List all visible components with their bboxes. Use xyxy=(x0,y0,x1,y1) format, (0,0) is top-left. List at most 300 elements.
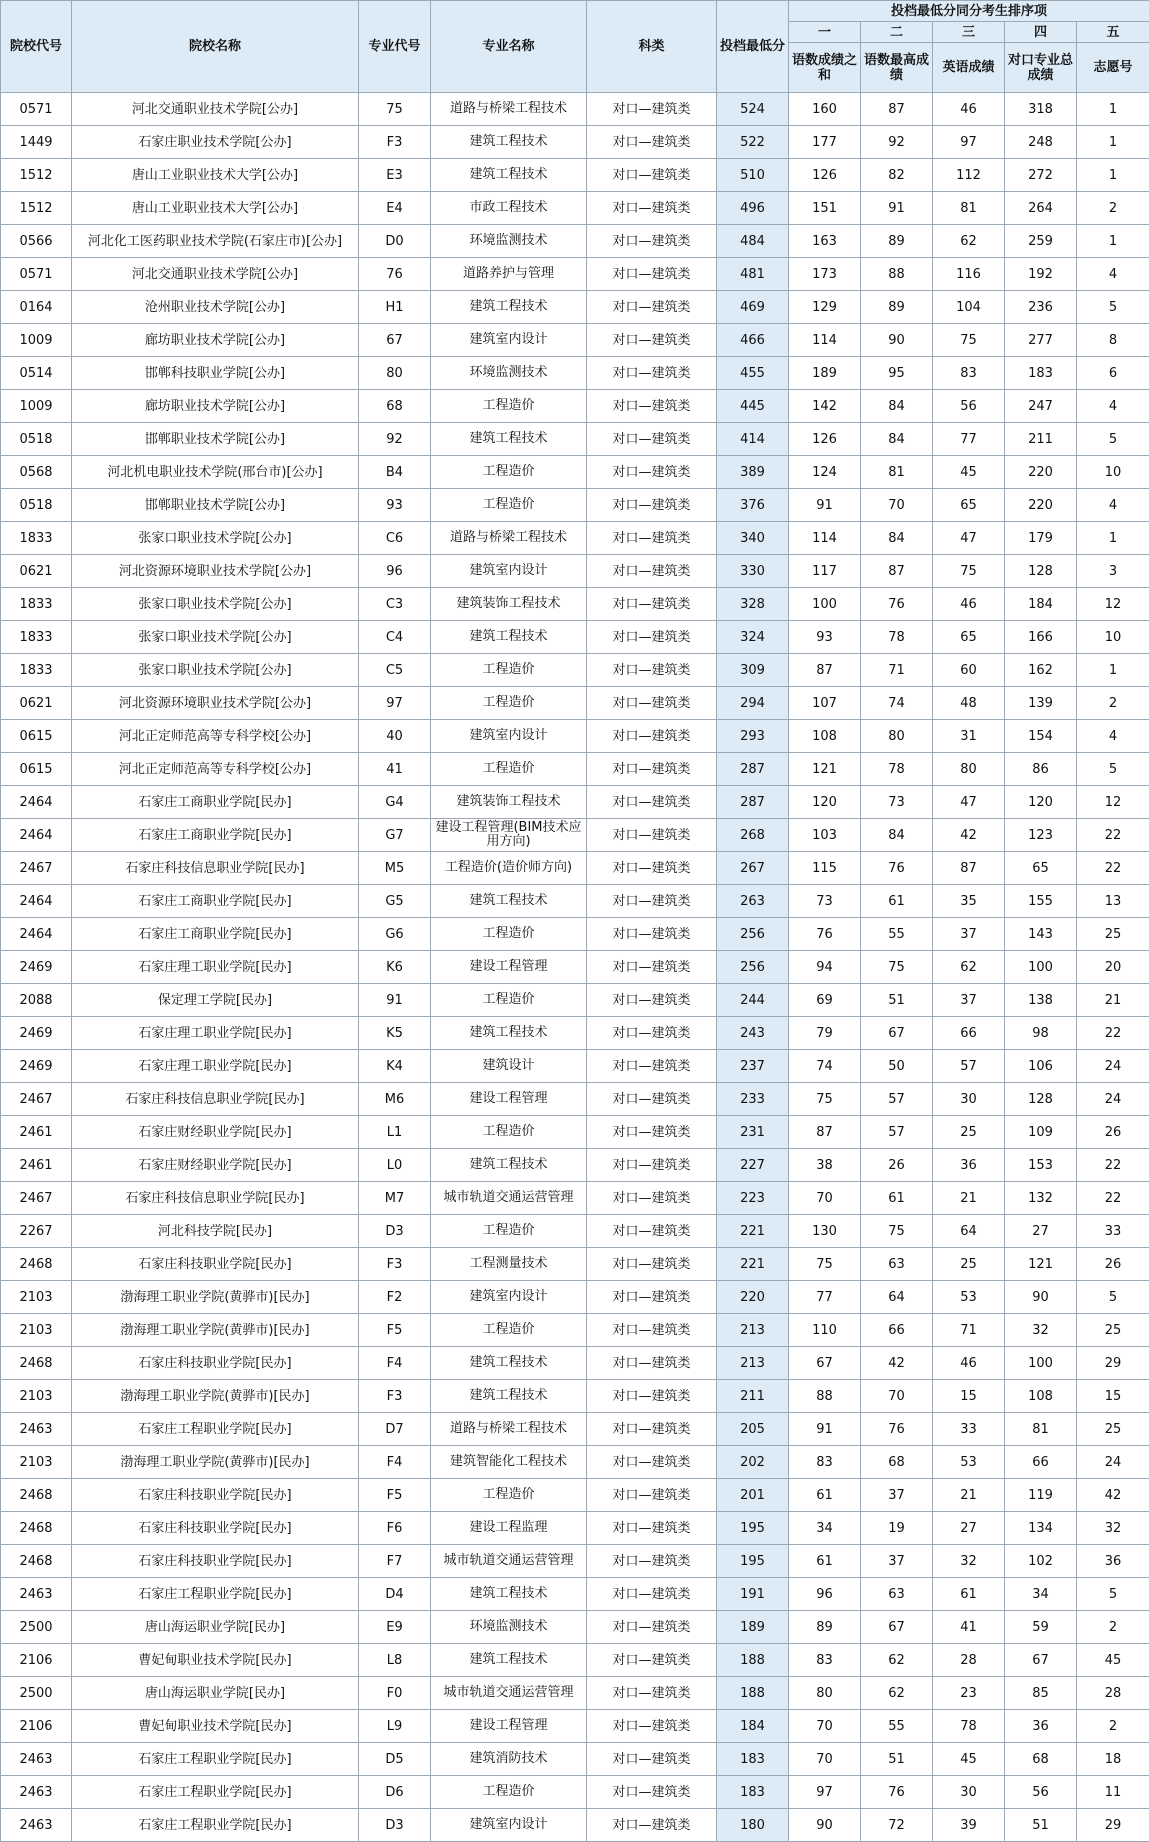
major-name-cell: 道路与桥梁工程技术 xyxy=(431,1413,587,1446)
min-score-cell: 220 xyxy=(717,1281,789,1314)
table-row xyxy=(1,423,1149,456)
major-name-cell: 建筑工程技术 xyxy=(431,1149,587,1182)
header-subject: 科类 xyxy=(587,1,717,93)
subject-cell: 对口—建筑类 xyxy=(587,93,717,126)
school-code-cell: 1449 xyxy=(1,126,72,159)
preference-no-cell: 4 xyxy=(1077,258,1149,291)
english-score-cell: 35 xyxy=(933,885,1005,918)
school-name-cell: 河北资源环境职业技术学院[公办] xyxy=(72,687,359,720)
english-score-cell: 31 xyxy=(933,720,1005,753)
major-name-cell: 建筑消防技术 xyxy=(431,1743,587,1776)
chinese-math-max-cell: 91 xyxy=(861,192,933,225)
chinese-math-max-cell: 84 xyxy=(861,423,933,456)
table-row xyxy=(1,1809,1149,1842)
english-score-cell: 37 xyxy=(933,918,1005,951)
vocational-total-cell: 128 xyxy=(1005,555,1077,588)
major-code-cell: C4 xyxy=(359,621,431,654)
major-code-cell: E9 xyxy=(359,1611,431,1644)
subject-cell: 对口—建筑类 xyxy=(587,1578,717,1611)
major-code-cell: L8 xyxy=(359,1644,431,1677)
chinese-math-sum-cell: 61 xyxy=(789,1479,861,1512)
table-row xyxy=(1,852,1149,885)
header-chinese-math-max: 语数最高成绩 xyxy=(861,43,933,93)
major-code-cell: D6 xyxy=(359,1776,431,1809)
preference-no-cell: 5 xyxy=(1077,1281,1149,1314)
school-code-cell: 2103 xyxy=(1,1446,72,1479)
header-school-code: 院校代号 xyxy=(1,1,72,93)
min-score-cell: 184 xyxy=(717,1710,789,1743)
vocational-total-cell: 85 xyxy=(1005,1677,1077,1710)
vocational-total-cell: 128 xyxy=(1005,1083,1077,1116)
chinese-math-max-cell: 81 xyxy=(861,456,933,489)
subject-cell: 对口—建筑类 xyxy=(587,621,717,654)
vocational-total-cell: 121 xyxy=(1005,1248,1077,1281)
min-score-cell: 211 xyxy=(717,1380,789,1413)
english-score-cell: 37 xyxy=(933,984,1005,1017)
preference-no-cell: 1 xyxy=(1077,159,1149,192)
preference-no-cell: 6 xyxy=(1077,357,1149,390)
header-min-score: 投档最低分 xyxy=(717,1,789,93)
major-name-cell: 城市轨道交通运营管理 xyxy=(431,1182,587,1215)
english-score-cell: 46 xyxy=(933,588,1005,621)
chinese-math-sum-cell: 61 xyxy=(789,1545,861,1578)
chinese-math-sum-cell: 126 xyxy=(789,423,861,456)
chinese-math-sum-cell: 115 xyxy=(789,852,861,885)
table-row xyxy=(1,984,1149,1017)
chinese-math-sum-cell: 151 xyxy=(789,192,861,225)
chinese-math-sum-cell: 75 xyxy=(789,1248,861,1281)
chinese-math-max-cell: 19 xyxy=(861,1512,933,1545)
preference-no-cell: 13 xyxy=(1077,885,1149,918)
min-score-cell: 268 xyxy=(717,819,789,852)
vocational-total-cell: 236 xyxy=(1005,291,1077,324)
major-code-cell: D0 xyxy=(359,225,431,258)
table-row xyxy=(1,1710,1149,1743)
table-row xyxy=(1,93,1149,126)
school-code-cell: 2464 xyxy=(1,918,72,951)
preference-no-cell: 22 xyxy=(1077,819,1149,852)
min-score-cell: 183 xyxy=(717,1743,789,1776)
chinese-math-max-cell: 74 xyxy=(861,687,933,720)
english-score-cell: 46 xyxy=(933,1347,1005,1380)
school-code-cell: 1512 xyxy=(1,159,72,192)
table-row xyxy=(1,1182,1149,1215)
school-name-cell: 石家庄科技信息职业学院[民办] xyxy=(72,1182,359,1215)
major-name-cell: 建筑室内设计 xyxy=(431,1281,587,1314)
subject-cell: 对口—建筑类 xyxy=(587,258,717,291)
preference-no-cell: 2 xyxy=(1077,687,1149,720)
header-major-name: 专业名称 xyxy=(431,1,587,93)
vocational-total-cell: 179 xyxy=(1005,522,1077,555)
major-code-cell: 80 xyxy=(359,357,431,390)
subject-cell: 对口—建筑类 xyxy=(587,126,717,159)
subject-cell: 对口—建筑类 xyxy=(587,1215,717,1248)
school-code-cell: 2463 xyxy=(1,1809,72,1842)
chinese-math-sum-cell: 67 xyxy=(789,1347,861,1380)
major-name-cell: 建设工程管理 xyxy=(431,951,587,984)
subject-cell: 对口—建筑类 xyxy=(587,159,717,192)
header-vocational-total: 对口专业总成绩 xyxy=(1005,43,1077,93)
preference-no-cell: 26 xyxy=(1077,1248,1149,1281)
school-code-cell: 0615 xyxy=(1,753,72,786)
english-score-cell: 57 xyxy=(933,1050,1005,1083)
table-row xyxy=(1,1743,1149,1776)
major-name-cell: 建设工程管理 xyxy=(431,1710,587,1743)
english-score-cell: 23 xyxy=(933,1677,1005,1710)
major-code-cell: F3 xyxy=(359,1248,431,1281)
major-code-cell: L1 xyxy=(359,1116,431,1149)
chinese-math-sum-cell: 83 xyxy=(789,1446,861,1479)
major-code-cell: F2 xyxy=(359,1281,431,1314)
vocational-total-cell: 119 xyxy=(1005,1479,1077,1512)
min-score-cell: 183 xyxy=(717,1776,789,1809)
english-score-cell: 104 xyxy=(933,291,1005,324)
preference-no-cell: 22 xyxy=(1077,1017,1149,1050)
school-name-cell: 河北正定师范高等专科学校[公办] xyxy=(72,753,359,786)
major-code-cell: F7 xyxy=(359,1545,431,1578)
school-name-cell: 邯郸科技职业学院[公办] xyxy=(72,357,359,390)
subject-cell: 对口—建筑类 xyxy=(587,720,717,753)
vocational-total-cell: 51 xyxy=(1005,1809,1077,1842)
preference-no-cell: 21 xyxy=(1077,984,1149,1017)
major-code-cell: F6 xyxy=(359,1512,431,1545)
major-code-cell: E3 xyxy=(359,159,431,192)
subject-cell: 对口—建筑类 xyxy=(587,1149,717,1182)
major-code-cell: F3 xyxy=(359,126,431,159)
major-name-cell: 工程造价(造价师方向) xyxy=(431,852,587,885)
subject-cell: 对口—建筑类 xyxy=(587,456,717,489)
school-name-cell: 石家庄工程职业学院[民办] xyxy=(72,1413,359,1446)
major-name-cell: 道路与桥梁工程技术 xyxy=(431,93,587,126)
header-order-4: 四 xyxy=(1005,22,1077,43)
vocational-total-cell: 220 xyxy=(1005,489,1077,522)
major-name-cell: 工程造价 xyxy=(431,918,587,951)
chinese-math-sum-cell: 100 xyxy=(789,588,861,621)
min-score-cell: 524 xyxy=(717,93,789,126)
table-row xyxy=(1,621,1149,654)
major-name-cell: 建设工程监理 xyxy=(431,1512,587,1545)
major-name-cell: 建筑工程技术 xyxy=(431,1644,587,1677)
subject-cell: 对口—建筑类 xyxy=(587,984,717,1017)
chinese-math-sum-cell: 77 xyxy=(789,1281,861,1314)
chinese-math-max-cell: 76 xyxy=(861,852,933,885)
school-code-cell: 0514 xyxy=(1,357,72,390)
min-score-cell: 309 xyxy=(717,654,789,687)
vocational-total-cell: 318 xyxy=(1005,93,1077,126)
major-name-cell: 工程造价 xyxy=(431,654,587,687)
table-row xyxy=(1,1776,1149,1809)
major-code-cell: M7 xyxy=(359,1182,431,1215)
major-name-cell: 工程测量技术 xyxy=(431,1248,587,1281)
preference-no-cell: 2 xyxy=(1077,1710,1149,1743)
subject-cell: 对口—建筑类 xyxy=(587,1809,717,1842)
school-name-cell: 石家庄工商职业学院[民办] xyxy=(72,918,359,951)
table-row xyxy=(1,1050,1149,1083)
english-score-cell: 75 xyxy=(933,555,1005,588)
chinese-math-sum-cell: 73 xyxy=(789,885,861,918)
chinese-math-sum-cell: 142 xyxy=(789,390,861,423)
chinese-math-sum-cell: 70 xyxy=(789,1710,861,1743)
chinese-math-max-cell: 51 xyxy=(861,984,933,1017)
vocational-total-cell: 259 xyxy=(1005,225,1077,258)
chinese-math-sum-cell: 189 xyxy=(789,357,861,390)
table-row xyxy=(1,654,1149,687)
chinese-math-sum-cell: 75 xyxy=(789,1083,861,1116)
subject-cell: 对口—建筑类 xyxy=(587,1248,717,1281)
vocational-total-cell: 155 xyxy=(1005,885,1077,918)
school-code-cell: 2468 xyxy=(1,1347,72,1380)
major-name-cell: 建筑工程技术 xyxy=(431,1347,587,1380)
header-major-code: 专业代号 xyxy=(359,1,431,93)
major-name-cell: 工程造价 xyxy=(431,1776,587,1809)
subject-cell: 对口—建筑类 xyxy=(587,324,717,357)
vocational-total-cell: 56 xyxy=(1005,1776,1077,1809)
vocational-total-cell: 100 xyxy=(1005,951,1077,984)
subject-cell: 对口—建筑类 xyxy=(587,588,717,621)
header-chinese-math-sum: 语数成绩之和 xyxy=(789,43,861,93)
min-score-cell: 189 xyxy=(717,1611,789,1644)
english-score-cell: 28 xyxy=(933,1644,1005,1677)
english-score-cell: 53 xyxy=(933,1446,1005,1479)
preference-no-cell: 10 xyxy=(1077,621,1149,654)
school-code-cell: 2461 xyxy=(1,1149,72,1182)
min-score-cell: 256 xyxy=(717,951,789,984)
major-name-cell: 建筑室内设计 xyxy=(431,324,587,357)
chinese-math-sum-cell: 121 xyxy=(789,753,861,786)
chinese-math-sum-cell: 38 xyxy=(789,1149,861,1182)
preference-no-cell: 10 xyxy=(1077,456,1149,489)
subject-cell: 对口—建筑类 xyxy=(587,1314,717,1347)
header-order-5: 五 xyxy=(1077,22,1149,43)
chinese-math-sum-cell: 74 xyxy=(789,1050,861,1083)
major-code-cell: M6 xyxy=(359,1083,431,1116)
english-score-cell: 65 xyxy=(933,489,1005,522)
vocational-total-cell: 65 xyxy=(1005,852,1077,885)
school-code-cell: 2463 xyxy=(1,1743,72,1776)
chinese-math-max-cell: 76 xyxy=(861,588,933,621)
min-score-cell: 231 xyxy=(717,1116,789,1149)
min-score-cell: 195 xyxy=(717,1512,789,1545)
min-score-cell: 221 xyxy=(717,1215,789,1248)
major-name-cell: 道路养护与管理 xyxy=(431,258,587,291)
chinese-math-max-cell: 75 xyxy=(861,1215,933,1248)
major-name-cell: 工程造价 xyxy=(431,753,587,786)
chinese-math-max-cell: 80 xyxy=(861,720,933,753)
chinese-math-sum-cell: 173 xyxy=(789,258,861,291)
school-code-cell: 1833 xyxy=(1,522,72,555)
major-code-cell: F0 xyxy=(359,1677,431,1710)
vocational-total-cell: 120 xyxy=(1005,786,1077,819)
school-name-cell: 石家庄理工职业学院[民办] xyxy=(72,951,359,984)
preference-no-cell: 24 xyxy=(1077,1050,1149,1083)
min-score-cell: 340 xyxy=(717,522,789,555)
chinese-math-sum-cell: 120 xyxy=(789,786,861,819)
english-score-cell: 21 xyxy=(933,1479,1005,1512)
school-name-cell: 石家庄理工职业学院[民办] xyxy=(72,1050,359,1083)
school-name-cell: 石家庄科技职业学院[民办] xyxy=(72,1479,359,1512)
table-body xyxy=(1,93,1149,1842)
chinese-math-sum-cell: 89 xyxy=(789,1611,861,1644)
major-name-cell: 建设工程管理 xyxy=(431,1083,587,1116)
chinese-math-max-cell: 84 xyxy=(861,390,933,423)
table-row xyxy=(1,786,1149,819)
major-code-cell: B4 xyxy=(359,456,431,489)
preference-no-cell: 26 xyxy=(1077,1116,1149,1149)
school-name-cell: 石家庄工程职业学院[民办] xyxy=(72,1809,359,1842)
chinese-math-max-cell: 26 xyxy=(861,1149,933,1182)
table-row xyxy=(1,324,1149,357)
english-score-cell: 41 xyxy=(933,1611,1005,1644)
header-order-1: 一 xyxy=(789,22,861,43)
chinese-math-max-cell: 61 xyxy=(861,1182,933,1215)
min-score-cell: 188 xyxy=(717,1644,789,1677)
vocational-total-cell: 90 xyxy=(1005,1281,1077,1314)
school-name-cell: 石家庄工程职业学院[民办] xyxy=(72,1578,359,1611)
english-score-cell: 66 xyxy=(933,1017,1005,1050)
school-name-cell: 石家庄工商职业学院[民办] xyxy=(72,786,359,819)
min-score-cell: 243 xyxy=(717,1017,789,1050)
major-code-cell: D4 xyxy=(359,1578,431,1611)
preference-no-cell: 5 xyxy=(1077,1578,1149,1611)
min-score-cell: 202 xyxy=(717,1446,789,1479)
english-score-cell: 64 xyxy=(933,1215,1005,1248)
school-code-cell: 2463 xyxy=(1,1578,72,1611)
english-score-cell: 42 xyxy=(933,819,1005,852)
min-score-cell: 389 xyxy=(717,456,789,489)
min-score-cell: 293 xyxy=(717,720,789,753)
table-row xyxy=(1,390,1149,423)
school-code-cell: 2468 xyxy=(1,1479,72,1512)
chinese-math-max-cell: 61 xyxy=(861,885,933,918)
subject-cell: 对口—建筑类 xyxy=(587,522,717,555)
english-score-cell: 78 xyxy=(933,1710,1005,1743)
vocational-total-cell: 66 xyxy=(1005,1446,1077,1479)
english-score-cell: 25 xyxy=(933,1116,1005,1149)
chinese-math-max-cell: 84 xyxy=(861,522,933,555)
chinese-math-sum-cell: 108 xyxy=(789,720,861,753)
chinese-math-sum-cell: 87 xyxy=(789,654,861,687)
major-name-cell: 建筑室内设计 xyxy=(431,720,587,753)
subject-cell: 对口—建筑类 xyxy=(587,192,717,225)
chinese-math-sum-cell: 69 xyxy=(789,984,861,1017)
vocational-total-cell: 139 xyxy=(1005,687,1077,720)
major-code-cell: C6 xyxy=(359,522,431,555)
chinese-math-sum-cell: 114 xyxy=(789,522,861,555)
chinese-math-max-cell: 84 xyxy=(861,819,933,852)
school-code-cell: 2463 xyxy=(1,1776,72,1809)
preference-no-cell: 25 xyxy=(1077,1314,1149,1347)
subject-cell: 对口—建筑类 xyxy=(587,1710,717,1743)
school-name-cell: 河北交通职业技术学院[公办] xyxy=(72,93,359,126)
english-score-cell: 56 xyxy=(933,390,1005,423)
table-row xyxy=(1,1017,1149,1050)
chinese-math-max-cell: 72 xyxy=(861,1809,933,1842)
english-score-cell: 60 xyxy=(933,654,1005,687)
preference-no-cell: 42 xyxy=(1077,1479,1149,1512)
min-score-cell: 481 xyxy=(717,258,789,291)
min-score-cell: 376 xyxy=(717,489,789,522)
preference-no-cell: 11 xyxy=(1077,1776,1149,1809)
preference-no-cell: 3 xyxy=(1077,555,1149,588)
chinese-math-sum-cell: 91 xyxy=(789,489,861,522)
subject-cell: 对口—建筑类 xyxy=(587,423,717,456)
vocational-total-cell: 153 xyxy=(1005,1149,1077,1182)
school-code-cell: 2464 xyxy=(1,819,72,852)
school-name-cell: 廊坊职业技术学院[公办] xyxy=(72,390,359,423)
chinese-math-sum-cell: 91 xyxy=(789,1413,861,1446)
subject-cell: 对口—建筑类 xyxy=(587,753,717,786)
english-score-cell: 112 xyxy=(933,159,1005,192)
table-row xyxy=(1,192,1149,225)
chinese-math-max-cell: 73 xyxy=(861,786,933,819)
school-name-cell: 张家口职业技术学院[公办] xyxy=(72,654,359,687)
chinese-math-max-cell: 55 xyxy=(861,1710,933,1743)
school-name-cell: 石家庄理工职业学院[民办] xyxy=(72,1017,359,1050)
english-score-cell: 81 xyxy=(933,192,1005,225)
major-code-cell: K6 xyxy=(359,951,431,984)
major-code-cell: F5 xyxy=(359,1479,431,1512)
major-code-cell: 67 xyxy=(359,324,431,357)
school-name-cell: 石家庄科技职业学院[民办] xyxy=(72,1512,359,1545)
preference-no-cell: 1 xyxy=(1077,654,1149,687)
major-code-cell: G7 xyxy=(359,819,431,852)
subject-cell: 对口—建筑类 xyxy=(587,1512,717,1545)
major-name-cell: 城市轨道交通运营管理 xyxy=(431,1545,587,1578)
subject-cell: 对口—建筑类 xyxy=(587,357,717,390)
major-code-cell: G5 xyxy=(359,885,431,918)
chinese-math-sum-cell: 163 xyxy=(789,225,861,258)
min-score-cell: 223 xyxy=(717,1182,789,1215)
vocational-total-cell: 154 xyxy=(1005,720,1077,753)
chinese-math-max-cell: 82 xyxy=(861,159,933,192)
school-name-cell: 石家庄科技职业学院[民办] xyxy=(72,1347,359,1380)
preference-no-cell: 1 xyxy=(1077,522,1149,555)
preference-no-cell: 4 xyxy=(1077,489,1149,522)
major-name-cell: 环境监测技术 xyxy=(431,225,587,258)
preference-no-cell: 24 xyxy=(1077,1083,1149,1116)
school-code-cell: 0164 xyxy=(1,291,72,324)
english-score-cell: 33 xyxy=(933,1413,1005,1446)
vocational-total-cell: 162 xyxy=(1005,654,1077,687)
major-code-cell: 93 xyxy=(359,489,431,522)
chinese-math-sum-cell: 124 xyxy=(789,456,861,489)
chinese-math-max-cell: 63 xyxy=(861,1248,933,1281)
chinese-math-sum-cell: 94 xyxy=(789,951,861,984)
school-code-cell: 2267 xyxy=(1,1215,72,1248)
school-name-cell: 石家庄科技信息职业学院[民办] xyxy=(72,1083,359,1116)
preference-no-cell: 33 xyxy=(1077,1215,1149,1248)
major-code-cell: K4 xyxy=(359,1050,431,1083)
major-name-cell: 工程造价 xyxy=(431,984,587,1017)
table-row xyxy=(1,819,1149,852)
preference-no-cell: 1 xyxy=(1077,126,1149,159)
chinese-math-max-cell: 78 xyxy=(861,753,933,786)
major-name-cell: 建设工程管理(BIM技术应用方向) xyxy=(431,819,587,852)
school-name-cell: 石家庄工程职业学院[民办] xyxy=(72,1743,359,1776)
major-code-cell: G4 xyxy=(359,786,431,819)
preference-no-cell: 12 xyxy=(1077,786,1149,819)
english-score-cell: 87 xyxy=(933,852,1005,885)
major-code-cell: K5 xyxy=(359,1017,431,1050)
chinese-math-max-cell: 71 xyxy=(861,654,933,687)
major-name-cell: 工程造价 xyxy=(431,456,587,489)
table-row xyxy=(1,1677,1149,1710)
school-name-cell: 石家庄工程职业学院[民办] xyxy=(72,1776,359,1809)
chinese-math-sum-cell: 126 xyxy=(789,159,861,192)
vocational-total-cell: 86 xyxy=(1005,753,1077,786)
school-name-cell: 曹妃甸职业技术学院[民办] xyxy=(72,1710,359,1743)
school-name-cell: 渤海理工职业学院(黄骅市)[民办] xyxy=(72,1380,359,1413)
